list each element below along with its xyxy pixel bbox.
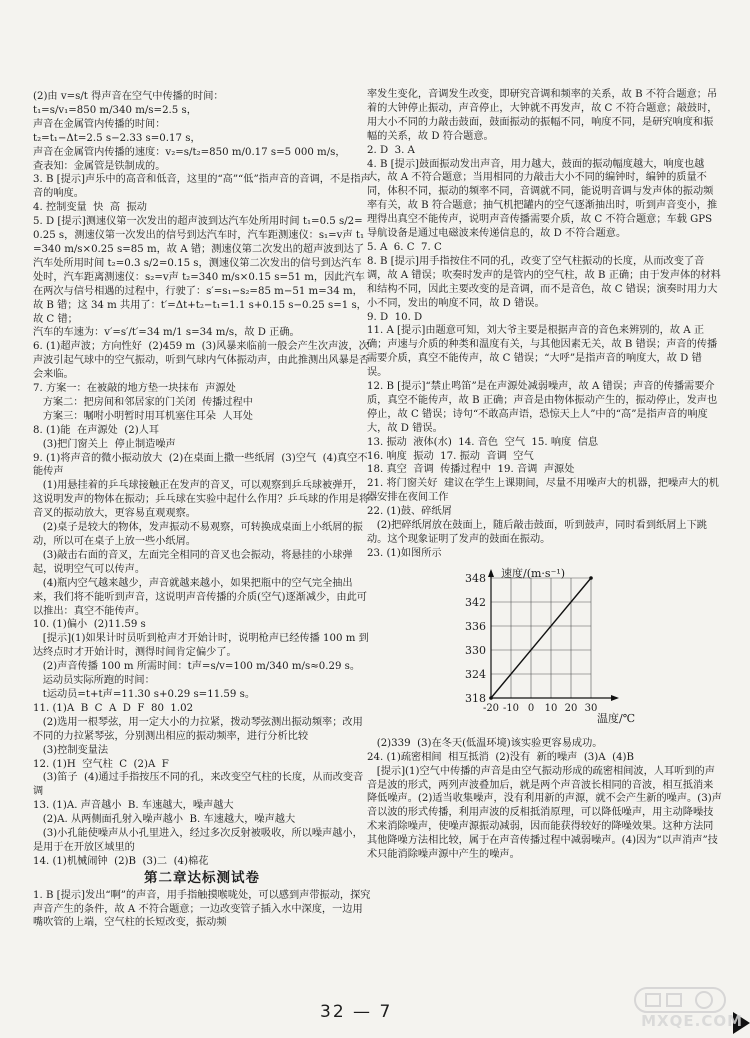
answer-line: 率发生变化，音调发生改变，即研究音调和频率的关系，故 B 不符合题意；吊着的大钟停止振动，声音停止，大钟就不再发声，故 C 不符合题意；敲鼓时，用大小不同的力敲击鼓面，鼓面振动的振幅不同，响度不同，是研究响度和振幅的关系，故 D 符合题意。: [367, 89, 718, 142]
watermark: [622, 985, 747, 1030]
answer-line: 汽车的车速为：v′=s′/t′=34 m/1 s=34 m/s，故 D 正确。: [33, 327, 300, 339]
answer-column-left: [33, 90, 371, 930]
answer-column-right: [367, 88, 722, 862]
answer-line: 方案三：嘱咐小明暂时用耳机塞住耳朵 人耳处: [33, 410, 253, 422]
answer-line: (1)用悬挂着的乒乓球接触正在发声的音叉，可以观察到乒乓球被弹开，这说明发声的物体在振动；乒乓球在实验中起什么作用？乒乓球的作用是将音叉的振动放大，更容易直观观察。: [33, 480, 370, 520]
x-tick-label: -20: [482, 702, 500, 714]
answer-line: 23. (1)如图所示: [367, 547, 442, 559]
answer-line: (2)339 (3)在冬天(低温环境)该实验更容易成功。: [367, 737, 603, 749]
answer-line: (3)笛子 (4)通过手指按压不同的孔，来改变空气柱的长度，从而改变音调: [33, 772, 364, 798]
answer-line: (3)控制变量法: [33, 744, 109, 756]
answer-line: (3)小孔能使噪声从小孔里进入，经过多次反射被吸收，所以噪声越小，是用于在开放区域里的: [33, 828, 363, 853]
answer-line: 9. (1)将声音的微小振动放大 (2)在桌面上撒一些纸屑 (3)空气 (4)真空不能传声: [33, 452, 368, 478]
answer-line: 4. B [提示]鼓面振动发出声音，用力越大，鼓面的振动幅度越大，响度也越大，故 A 不符合题意；当用相同的力敲击大小不同的编钟时，编钟的质量不同，体积不同，振动的频率不同，音调就不同，能说明音调与发声体的振动频率有关，故 B 符合题意；抽气机把罐内的空气逐渐抽出时，听到声音变小，推理得出真空不能传声，说明声音传播需要介质，故 C 不符合题意；车载 GPS 导航设备是通过电磁波来传递信息的，故 D 不符合题意。: [367, 158, 718, 240]
answer-line: 10. (1)偏小 (2)11.59 s: [33, 619, 146, 631]
answer-line: 4. 控制变量 快 高 振动: [33, 202, 147, 214]
answer-line: 查表知：金属管是铁制成的。: [33, 160, 166, 172]
answer-line: 21. 将门窗关好 建议在学生上课期间，尽量不用噪声大的机器，把噪声大的机器安排在夜间工作: [367, 478, 719, 504]
answer-line: t运动员=t+t声=11.30 s+0.29 s=11.59 s。: [33, 688, 256, 700]
speed-temperature-chart: [367, 563, 722, 735]
answer-line: 13. 振动 液体(水) 14. 音色 空气 15. 响度 信息: [367, 436, 599, 448]
answer-line: 运动员实际所跑的时间：: [33, 675, 155, 687]
data-point: [489, 696, 493, 700]
x-tick-label: -10: [502, 702, 520, 714]
answer-line: (2)由 v=s/t 得声音在空气中传播的时间：: [33, 91, 224, 102]
x-tick-label: 10: [544, 702, 558, 714]
x-axis-arrow-icon: [611, 695, 619, 701]
answer-line: (2)A. 从两侧面孔射入噪声越小 B. 车速越大，噪声越大: [33, 814, 296, 826]
section-title: 第二章达标测试卷: [144, 869, 260, 886]
answer-line: 2. D 3. A: [367, 144, 415, 156]
answer-line: 24. (1)疏密相间 相互抵消 (2)没有 新的噪声 (3)A (4)B: [367, 751, 635, 763]
answer-line: 9. D 10. D: [367, 311, 423, 323]
answer-line: 18. 真空 音调 传播过程中 19. 音调 声源处: [367, 464, 575, 476]
answer-line: t₁=s/v₁=850 m/340 m/s=2.5 s，: [33, 104, 197, 116]
answer-line: 22. (1)鼓、碎纸屑: [367, 506, 452, 518]
y-tick-label: 336: [465, 619, 486, 633]
x-axis-label: 温度/℃: [597, 711, 636, 725]
answer-line: (2)选用一根琴弦，用一定大小的力拉紧，拨动琴弦测出振动频率；改用不同的力拉紧琴弦，分别测出相应的振动频率，进行分析比较: [33, 716, 363, 742]
answer-line: (3)把门窗关上 停止制造噪声: [33, 438, 176, 450]
answer-line: 14. (1)机械闹钟 (2)B (3)二 (4)棉花: [33, 855, 209, 867]
y-axis-label: 速度/(m·s⁻¹): [501, 566, 566, 580]
answer-line: t₂=t₁−Δt=2.5 s−2.33 s=0.17 s，: [33, 132, 201, 144]
y-tick-label: 324: [465, 667, 486, 681]
answer-line: [提示](1)空气中传播的声音是由空气振动形成的疏密相间波，人耳听到的声音是波的形式，两列声波叠加后，就是两个声音波长相同的音波，相互抵消来降低噪声。(2)适当收集噪声，没有利用新的声源，就不会产生新的噪声。(3)声音以波的形式传播，利用声波的反相抵消原理，可以降低噪声，用主动降噪技术来消除噪声，使噪声源振动减弱，因而能获得较好的降噪效果。这种方法同其他降噪方法相比较，属于在声音传播过程中减弱噪声。(4)因为“以声消声”技术只能消除噪声源中产生的噪声。: [367, 765, 722, 861]
y-axis-arrow-icon: [488, 569, 494, 577]
answer-line: 3. B [提示]声乐中的高音和低音，这里的“高”“低”指声音的音调，不是指声音的响度。: [33, 174, 371, 200]
x-tick-label: 20: [564, 702, 578, 714]
y-tick-label: 342: [465, 595, 486, 609]
page-number: 32 — 7: [320, 1002, 393, 1022]
answer-line: 11. (1)A B C A D F 80 1.02: [33, 702, 194, 714]
answer-line: 声音在金属管内传播的时间：: [33, 118, 166, 130]
answer-line: (2)声音传播 100 m 所需时间：t声=s/v=100 m/340 m/s≈0.29 s。: [33, 661, 361, 673]
answer-line: 12. B [提示]“禁止鸣笛”是在声源处减弱噪声，故 A 错误；声音的传播需要介质，真空不能传声，故 B 正确；声音是由物体振动产生的，振动停止，发声也停止，故 C 错误；诗句“不敢高声语，恐惊天上人”中的“高”是指声音的响度大，故 D 错误。: [367, 381, 718, 434]
answer-line: 8. B [提示]用手指按住不同的孔，改变了空气柱振动的长度，从而改变了音调，故 A 错误；吹奏时发声的是管内的空气柱，故 B 正确；由于发声体的材料和结构不同，因此主要改变的是音调，而不是音色，故 C 错误；演奏时用力大小不同，发出的响度不同，故 D 错误。: [367, 255, 721, 309]
answer-line: 11. A [提示]由题意可知，刘大爷主要是根据声音的音色来辨别的，故 A 正确；声速与介质的种类和温度有关，与其他因素无关，故 B 错误；声音的传播需要介质，真空不能传声，故 C 错误；“大呼”是指声音的响度大，故 D 错误。: [367, 325, 718, 379]
answer-line: 12. (1)H 空气柱 C (2)A F: [33, 758, 169, 770]
answer-line: (4)瓶内空气越来越少，声音就越来越小，如果把瓶中的空气完全抽出来，我们将不能听到声音，这说明声音传播的介质(空气)逐渐减少，由此可以推出：真空不能传声。: [33, 577, 367, 617]
x-tick-label: 30: [584, 702, 598, 714]
answer-line: 声音在金属管内传播的速度：v₂=s/t₂=850 m/0.17 s=5 000 m/s，: [33, 146, 346, 158]
watermark-text: MXQE.COM: [641, 1012, 743, 1030]
answer-line: 6. (1)超声波；方向性好 (2)459 m (3)风暴来临前一般会产生次声波，次声波引起气球中的空气振动，听到气球内气体振动声，由此推测出风暴是否会来临。: [33, 341, 370, 381]
answer-line: 1. B [提示]发出“啊”的声音，用手指触摸喉咙处，可以感到声带振动，探究声音产生的条件，故 A 不符合题意；一边改变管子插入水中深度，一边用嘴吹管的上端，空气柱的长短改变，振动频: [33, 889, 371, 929]
answer-line: 13. (1)A. 声音越小 B. 车速越大，噪声越大: [33, 800, 234, 812]
answer-line: 7. 方案一：在被敲的地方垫一块抹布 声源处: [33, 383, 236, 395]
y-tick-label: 330: [465, 643, 486, 657]
watermark-logo-icon: [634, 987, 726, 1013]
answer-line: (2)把碎纸屑放在鼓面上，随后敲击鼓面，听到鼓声，同时看到纸屑上下跳动。这个现象证明了发声的鼓面在振动。: [367, 520, 707, 545]
answer-line: (2)桌子是较大的物体，发声振动不易观察，可转换成桌面上小纸屑的振动，所以可在桌子上放一些小纸屑。: [33, 522, 363, 547]
y-tick-label: 348: [465, 571, 486, 585]
x-tick-label: 0: [527, 702, 535, 714]
data-point: [589, 576, 593, 580]
answer-line: 5. A 6. C 7. C: [367, 241, 442, 253]
answer-line: 16. 响度 振动 17. 振动 音调 空气: [367, 450, 534, 462]
answer-line: 8. (1)能 在声源处 (2)人耳: [33, 424, 160, 436]
answer-line: 5. D [提示]测速仪第一次发出的超声波到达汽车处所用时间 t₁=0.5 s/2=0.25 s，测速仪第一次发出的信号到达汽车时，汽车距测速仪：s₁=v声 t₁=340 m/s×0.25 s=85 m，故 A 错；测速仪第二次发出的超声波到达了汽车处所用时间 t₂=0.3 s/2=0.15 s，测速仪第二次发出的信号到达汽车处时，汽车距离测速仪：s₂=v声 t₂=340 m/s×0.15 s=51 m，因此汽车在两次与信号相遇的过程中，行驶了：s′=s₁−s₂=85 m−51 m=34 m，故 B 错；这 34 m 共用了：t′=Δt+t₂−t₁=1.1 s+0.15 s−0.25 s=1 s，故 C 错；: [33, 216, 367, 325]
answer-line: 方案二：把房间和邻居家的门关闭 传播过程中: [33, 396, 253, 408]
data-series-line: [491, 578, 591, 698]
answer-line: (3)敲击右面的音叉，左面完全相同的音叉也会振动，将悬挂的小球弹起，说明空气可以传声。: [33, 549, 353, 575]
answer-line: [提示](1)如果计时员听到枪声才开始计时，说明枪声已经传播 100 m 到达终点时才开始计时，测得时间肯定偏少了。: [33, 633, 369, 659]
y-tick-label: 318: [465, 691, 486, 705]
